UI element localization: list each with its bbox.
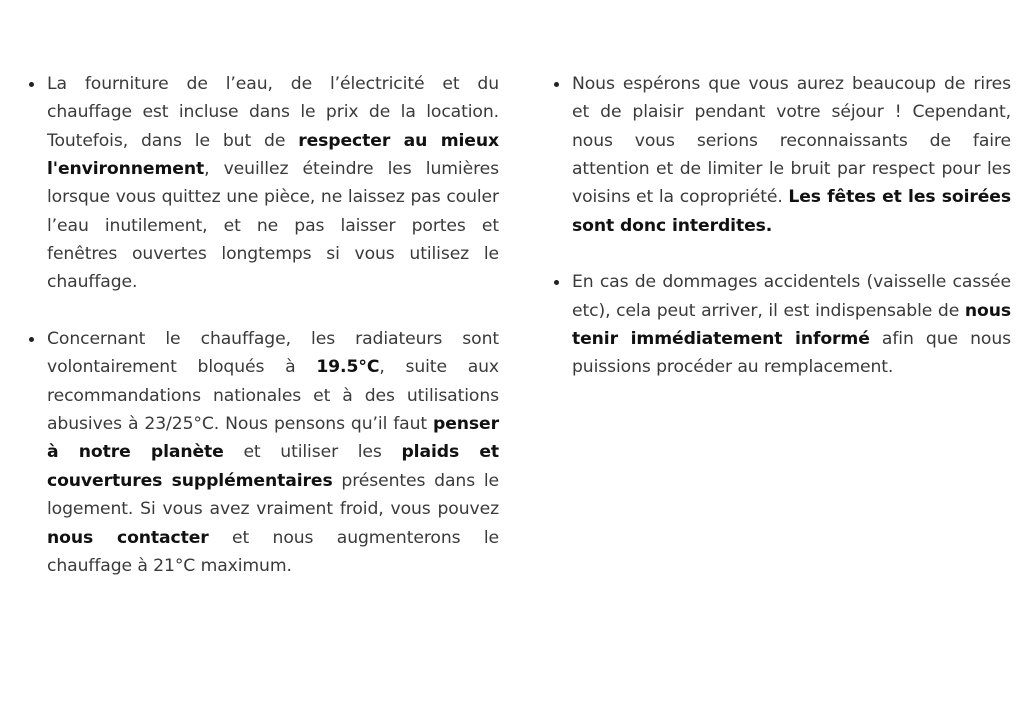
emphasis-segment: nous tenir immédiatement informé (572, 300, 1011, 350)
emphasis-segment: 19.5°C (316, 357, 380, 378)
bullet-utilities-environment (28, 70, 499, 297)
bullet-damages (553, 268, 1011, 381)
emphasis-segment: nous contacter (47, 527, 209, 548)
emphasis-segment: Les fêtes et les soirées sont donc interdites. (572, 187, 1011, 236)
text-segment: , veuillez éteindre les lumières lorsque vous quittez une pièce, ne laissez pas couler l’eau inutilement, et ne pas laisser portes et fenêtres ouvertes longtemps si vous utilisez le chauffage. (47, 159, 499, 293)
right-column (553, 70, 1011, 410)
text-segment: , suite aux recommandations nationales et à des utilisations abusives à 23/25°C. Nous pensons qu’il faut (47, 357, 499, 435)
bullet-heating (28, 325, 499, 580)
text-segment: La fourniture de l’eau, de l’électricité et du chauffage est incluse dans le prix de la location. Toutefois, dans le but de (47, 74, 499, 151)
text-segment: Concernant le chauffage, les radiateurs sont volontairement bloqués à (47, 329, 499, 378)
emphasis-segment: penser à notre planète (47, 414, 499, 463)
text-segment: Nous espérons que vous aurez beaucoup de rires et de plaisir pendant votre séjour ! Cependant, nous vous serions reconnaissants de faire attention et de limiter le bruit par respect pour les voisins et la copropriété. (572, 74, 1011, 208)
bullet-noise-parties (553, 70, 1011, 240)
text-segment: et utiliser les (223, 442, 402, 463)
emphasis-segment: plaids et couvertures supplémentaires (47, 442, 499, 491)
left-bullet-list (28, 70, 499, 580)
text-segment: En cas de dommages accidentels (vaisselle cassée etc), cela peut arriver, il est indispensable de (572, 272, 1011, 321)
emphasis-segment: respecter au mieux l'environnement (47, 130, 499, 180)
right-bullet-list (553, 70, 1011, 382)
text-segment: présentes dans le logement. Si vous avez vraiment froid, vous pouvez (47, 470, 500, 520)
left-column (28, 70, 499, 609)
text-segment: et nous augmenterons le chauffage à 21°C maximum. (47, 527, 499, 576)
text-segment: afin que nous puissions procéder au remplacement. (572, 329, 1011, 378)
